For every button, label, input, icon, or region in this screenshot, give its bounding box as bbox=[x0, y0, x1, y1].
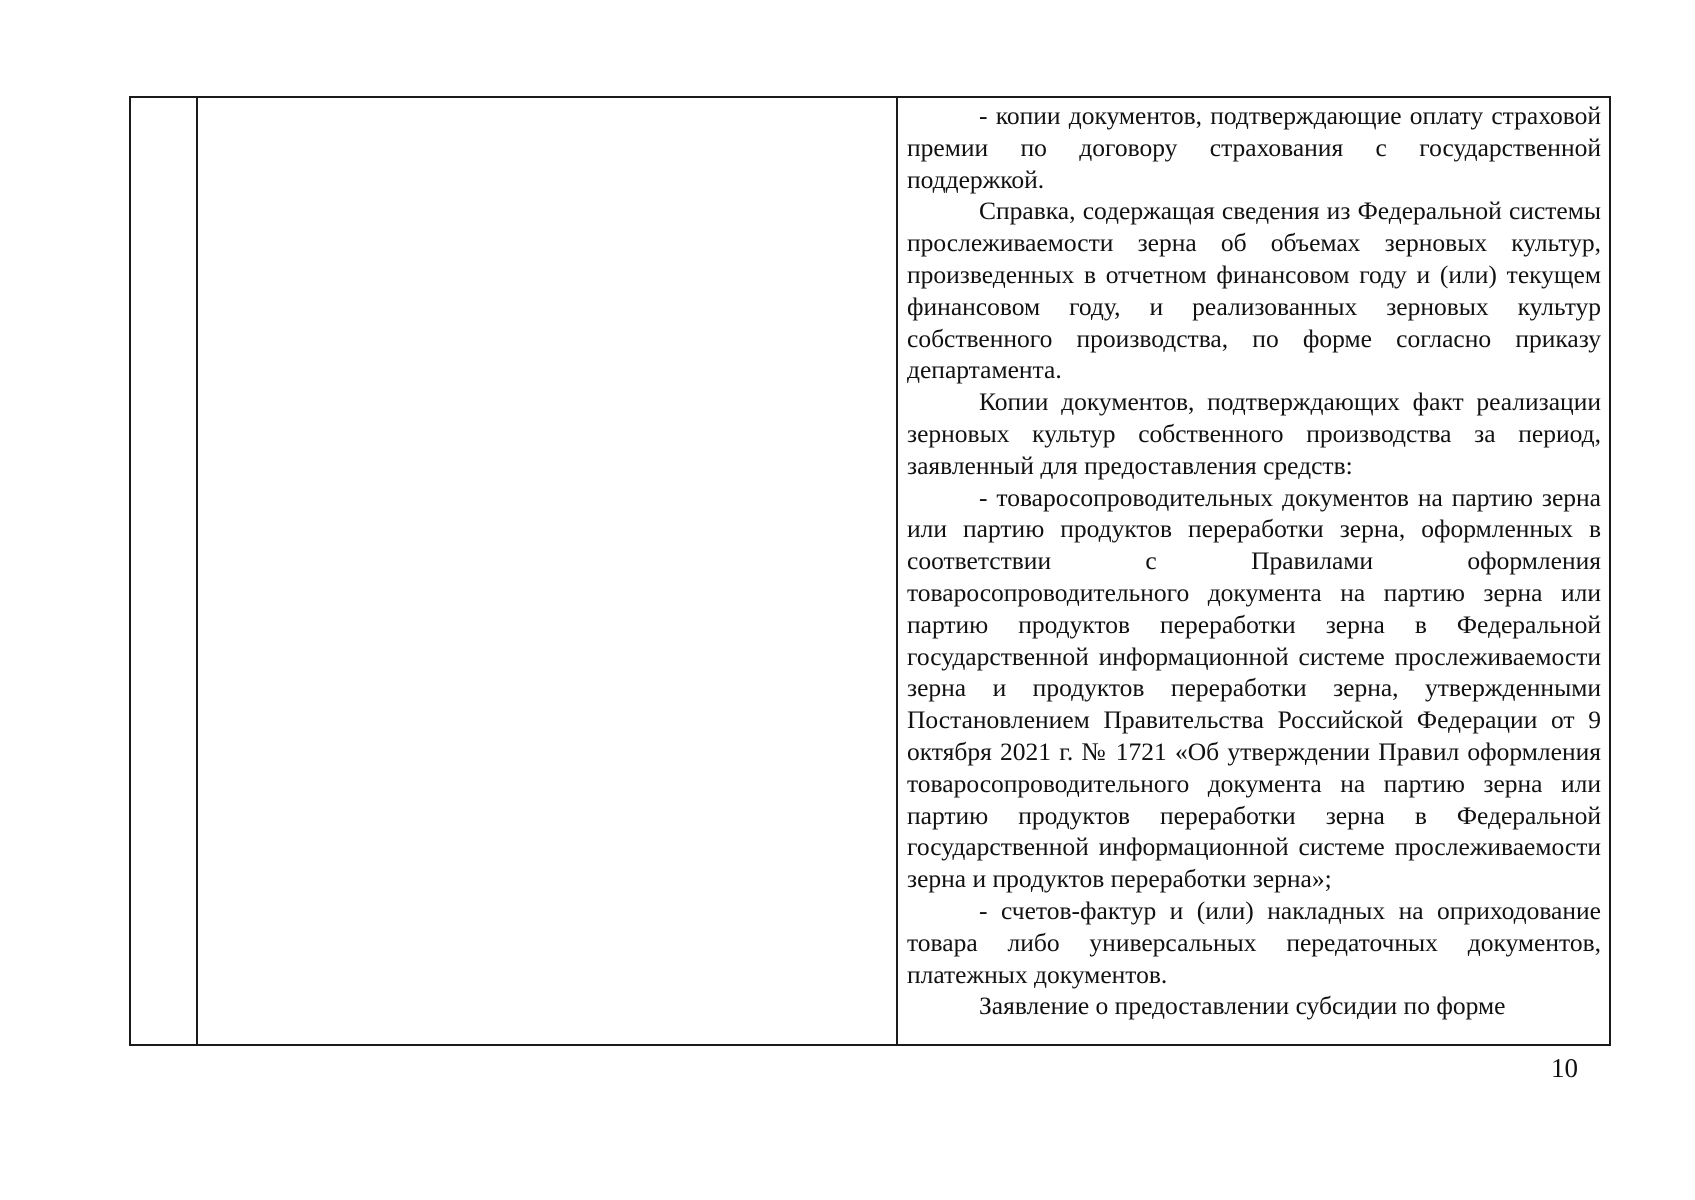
paragraph-shipping-documents: - товаросопроводительных документов на партию зерна или партию продуктов переработки зерна, оформленных в соответствии с Правилами оформления товаросопроводительного документа на партию зерна или партию продуктов переработки зерна в Федеральной государственной информационной системе прослеживаемости зерна и продуктов переработки зерна, утвержденными Постановлением Правительства Российской Федерации от 9 октября 2021 г. № 1721 «Об утверждении Правил оформления товаросопроводительного документа на партию зерна или партию продуктов переработки зерна в Федеральной государственной информационной системе прослеживаемости зерна и продуктов переработки зерна»; bbox=[907, 482, 1601, 894]
paragraph-sales-documents: Копии документов, подтверждающих факт реализации зерновых культур собственного производства за период, заявленный для предоставления средств: bbox=[907, 387, 1601, 480]
page-number: 10 bbox=[1551, 1053, 1578, 1083]
document-table bbox=[129, 96, 1611, 1046]
paragraph-subsidy-application: Заявление о предоставлении субсидии по форме bbox=[979, 991, 1506, 1021]
paragraph-insurance-copies: - копии документов, подтверждающие оплату страховой премии по договору страхования с государственной поддержкой. bbox=[907, 101, 1601, 194]
paragraph-invoices: - счетов-фактур и (или) накладных на оприходование товара либо универсальных передаточных документов, платежных документов. bbox=[907, 895, 1601, 989]
table-cell-requirements bbox=[907, 100, 1601, 1044]
table-column-divider bbox=[196, 98, 198, 1044]
table-column-divider bbox=[896, 98, 898, 1044]
paragraph-grain-traceability-certificate: Справка, содержащая сведения из Федеральной системы прослеживаемости зерна об объемах зерновых культур, произведенных в отчетном финансовом году и (или) текущем финансовом году, и реализованных зерновых культур собственного производства, по форме согласно приказу департамента. bbox=[907, 196, 1601, 385]
